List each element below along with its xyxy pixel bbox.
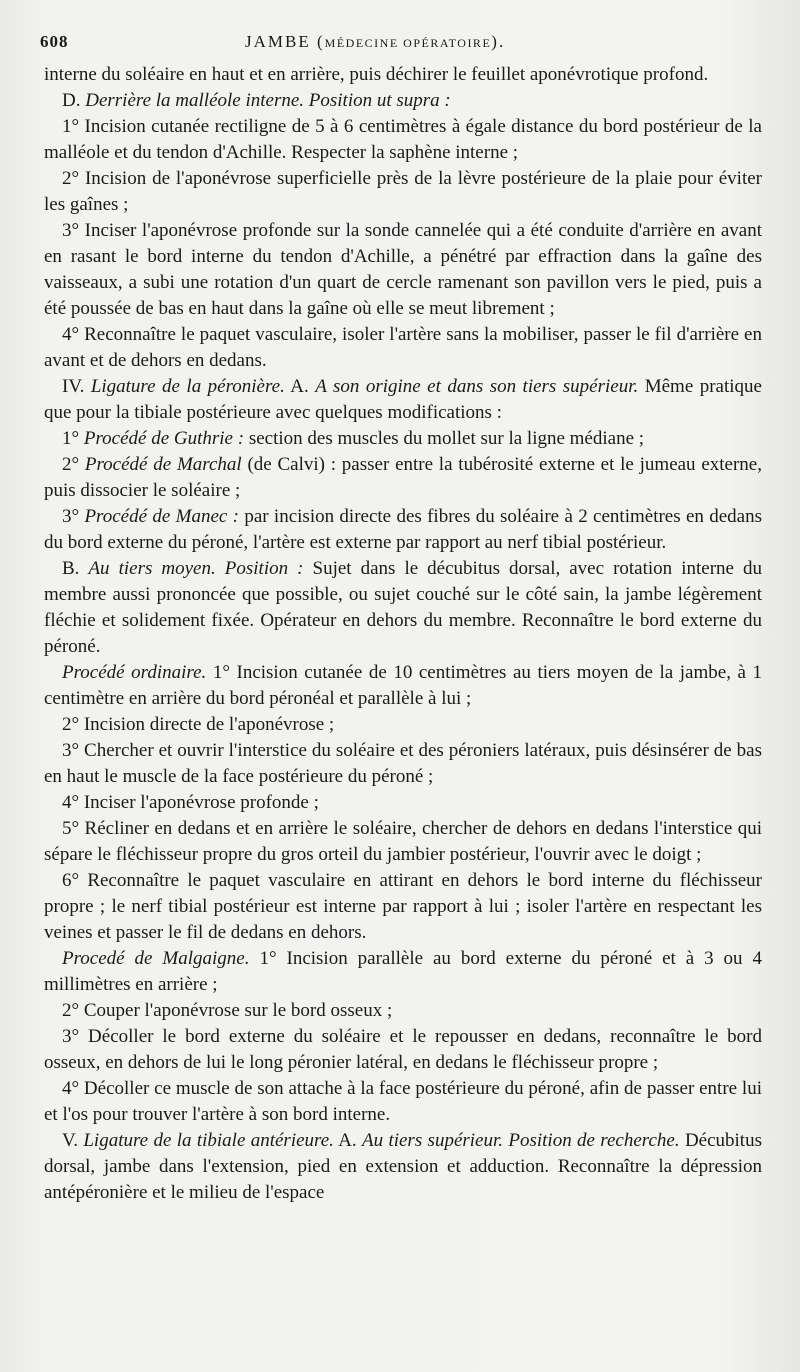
italic-run: Procédé de Manec : bbox=[84, 506, 239, 527]
paragraph bbox=[44, 1076, 762, 1128]
italic-run: A son origine et dans son tiers supérieur. bbox=[315, 376, 639, 397]
paragraph bbox=[44, 998, 762, 1024]
italic-run: Procédé de Guthrie : bbox=[83, 428, 245, 449]
text-run: 5° Récliner en dedans et en arrière le soléaire, chercher de dehors en dedans l'interstice qui sépare le fléchisseur propre du gros orteil du jambier postérieur, l'ouvrir avec le doigt ; bbox=[44, 818, 762, 865]
text-run: par incision directe des fibres du soléaire à 2 centimètres en dedans du bord externe du péroné, l'artère est externe par rapport au nerf tibial postérieur. bbox=[44, 506, 762, 553]
text-run: Même pratique que pour la tibiale postérieure avec quelques modifications : bbox=[44, 376, 762, 423]
text-run: (de Calvi) : passer entre la tubérosité externe et le jumeau externe, puis dissocier le soléaire ; bbox=[44, 454, 762, 501]
text-run: 4° Reconnaître le paquet vasculaire, isoler l'artère sans la mobiliser, passer le fil d'arrière en avant et de dehors en dedans. bbox=[44, 324, 762, 371]
text-run: A. bbox=[333, 1130, 362, 1151]
text-run: 2° Incision directe de l'aponévrose ; bbox=[62, 714, 335, 735]
text-run: B. bbox=[62, 558, 89, 579]
italic-run: Ligature de la tibiale antérieure. bbox=[83, 1130, 334, 1151]
text-run: Décubitus dorsal, jambe dans l'extension, pied en extension et adduction. Reconnaître la dépression antépéronière et le milieu de l'espace bbox=[44, 1130, 762, 1203]
italic-run: Ligature de la péronière. bbox=[90, 376, 285, 397]
text-run: 1° bbox=[62, 428, 84, 449]
paragraph bbox=[44, 660, 762, 712]
text-run: 6° Reconnaître le paquet vasculaire en attirant en dehors le bord interne du fléchisseur propre ; le nerf tibial postérieur est interne par rapport à lui ; isoler l'artère en respectant les veines et passer le fil de dedans en dehors. bbox=[44, 870, 762, 943]
paragraph bbox=[44, 816, 762, 868]
text-run: 2° Couper l'aponévrose sur le bord osseux ; bbox=[62, 1000, 393, 1021]
text-run: 3° Inciser l'aponévrose profonde sur la sonde cannelée qui a été conduite d'arrière en avant en rasant le bord interne du tendon d'Achille, a pénétré par effraction dans la gaîne des vaisseaux, a subi une rotation d'un quart de cercle ramenant son pavillon vers le pied, puis a été poussée de bas en haut dans la gaîne où elle se meut librement ; bbox=[44, 220, 762, 319]
text-run: 1° Incision cutanée rectiligne de 5 à 6 centimètres à égale distance du bord postérieur de la malléole et du tendon d'Achille. Respecter la saphène interne ; bbox=[44, 116, 762, 163]
text-run: D. bbox=[62, 90, 86, 111]
paragraph bbox=[44, 218, 762, 322]
paragraph bbox=[44, 504, 762, 556]
text-run: 3° bbox=[62, 506, 85, 527]
paragraph bbox=[44, 374, 762, 426]
text-run: V. bbox=[62, 1130, 84, 1151]
italic-run: Procédé ordinaire. bbox=[62, 662, 207, 683]
running-head-main: JAMBE ( bbox=[245, 32, 325, 51]
text-run: 2° Incision de l'aponévrose superficielle près de la lèvre postérieure de la plaie pour éviter les gaînes ; bbox=[44, 168, 762, 215]
italic-run: Au tiers moyen. Position : bbox=[88, 558, 304, 579]
text-run: 3° Chercher et ouvrir l'interstice du soléaire et des péroniers latéraux, puis désinsérer de bas en haut le muscle de la face postérieure du péroné ; bbox=[44, 740, 762, 787]
text-run: section des muscles du mollet sur la ligne médiane ; bbox=[244, 428, 645, 449]
text-run: Sujet dans le décubitus dorsal, avec rotation interne du membre aussi prononcée que possible, ou sujet couché sur le côté sain, la jambe légèrement fléchie et solidement fixée. Opérateur en dehors du membre. Reconnaître le bord externe du péroné. bbox=[44, 558, 762, 657]
text-run: IV. bbox=[62, 376, 91, 397]
paragraph bbox=[44, 946, 762, 998]
text-run: 2° bbox=[62, 454, 85, 475]
paragraph bbox=[44, 166, 762, 218]
paragraph bbox=[44, 452, 762, 504]
paragraph bbox=[44, 88, 762, 114]
running-head-close: ). bbox=[491, 32, 506, 51]
paragraph bbox=[44, 1128, 762, 1206]
text-run: 3° Décoller le bord externe du soléaire et le repousser en dedans, reconnaître le bord osseux, en dehors de lui le long péronier latéral, en dedans le fléchisseur propre ; bbox=[44, 1026, 762, 1073]
paragraph bbox=[44, 114, 762, 166]
italic-run: Procédé de Marchal bbox=[84, 454, 242, 475]
running-head-subtitle: MÉDECINE OPÉRATOIRE bbox=[324, 36, 492, 50]
paragraph bbox=[44, 556, 762, 660]
text-run: 1° Incision parallèle au bord externe du péroné et à 3 ou 4 millimètres en arrière ; bbox=[44, 948, 762, 995]
paragraph bbox=[44, 62, 762, 88]
italic-run: Au tiers supérieur. Position de recherche. bbox=[362, 1130, 680, 1151]
text-run: 4° Décoller ce muscle de son attache à la face postérieure du péroné, afin de passer entre lui et l'os pour trouver l'artère à son bord interne. bbox=[44, 1078, 762, 1125]
paragraph bbox=[44, 1024, 762, 1076]
text-run: 4° Inciser l'aponévrose profonde ; bbox=[62, 792, 319, 813]
paragraph bbox=[44, 426, 762, 452]
italic-run: Procedé de Malgaigne. bbox=[62, 948, 250, 969]
text-run: 1° Incision cutanée de 10 centimètres au tiers moyen de la jambe, à 1 centimètre en arrière du bord péronéal et parallèle à lui ; bbox=[44, 662, 763, 709]
paragraph bbox=[44, 868, 762, 946]
page-header bbox=[40, 30, 762, 60]
paragraph bbox=[44, 712, 762, 738]
body-text bbox=[44, 62, 762, 1206]
paragraph bbox=[44, 738, 762, 790]
italic-run: Derrière la malléole interne. Position ut supra : bbox=[85, 90, 451, 111]
text-run: A. bbox=[284, 376, 316, 397]
paragraph bbox=[44, 322, 762, 374]
paragraph bbox=[44, 790, 762, 816]
page-number: 608 bbox=[40, 32, 69, 51]
running-head bbox=[245, 32, 505, 52]
text-run: interne du soléaire en haut et en arrière, puis déchirer le feuillet aponévrotique profond. bbox=[44, 64, 709, 85]
